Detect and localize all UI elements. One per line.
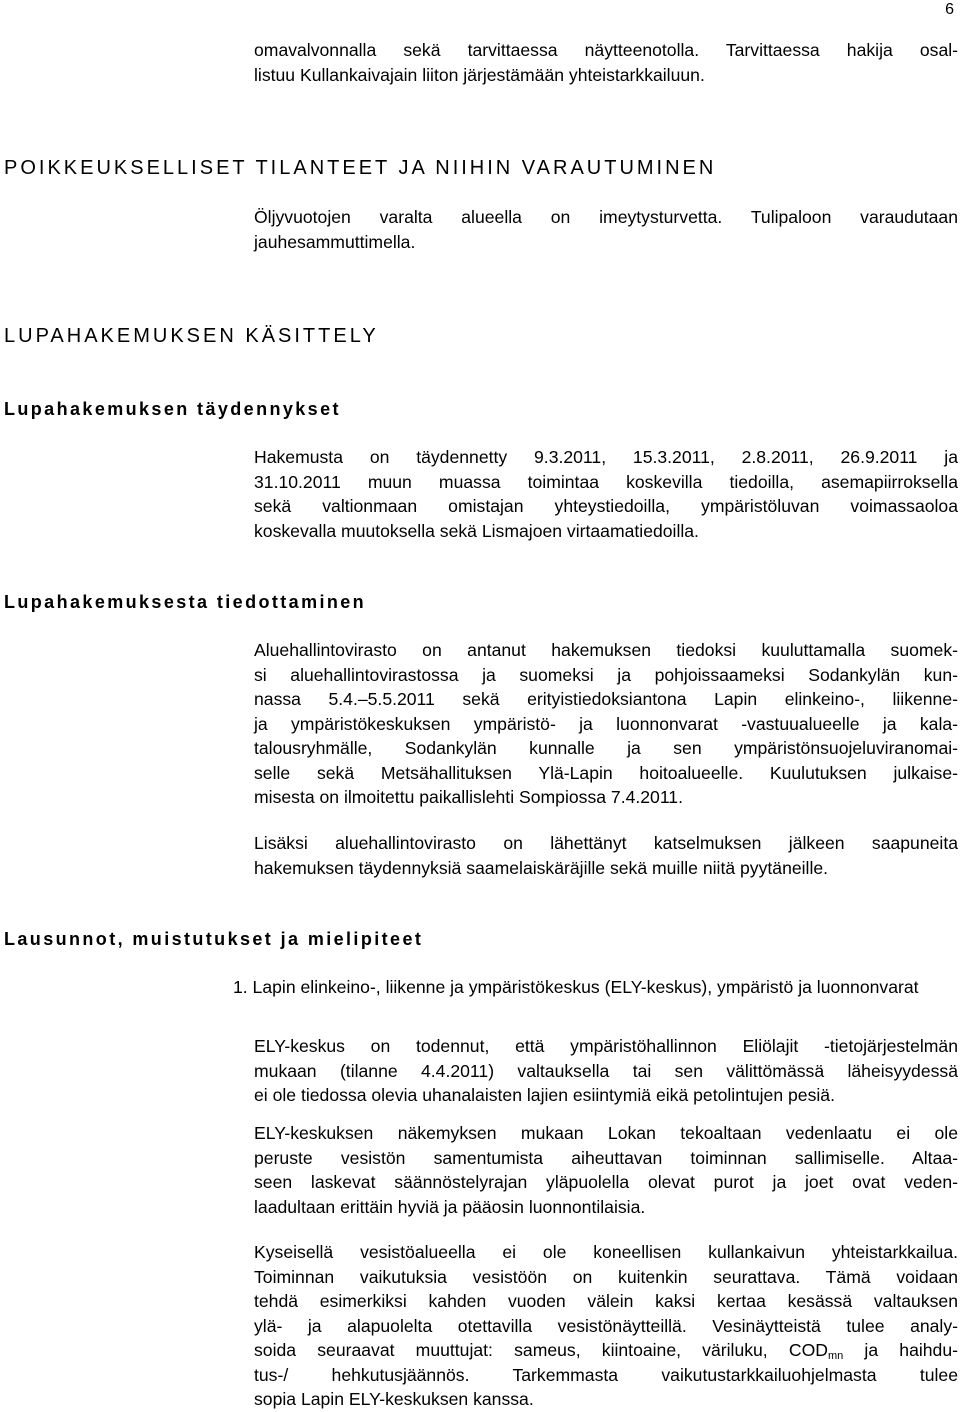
text-line: ELY-keskuksen näkemyksen mukaan Lokan tekoaltaan vedenlaatu ei ole xyxy=(254,1123,958,1143)
statement-1-paragraph-3 xyxy=(254,1240,958,1412)
text-line xyxy=(254,1338,958,1363)
statement-1-paragraph-1 xyxy=(254,1034,958,1108)
text-line: talousryhmälle, Sodankylän kunnalle ja sen ympäristönsuojeluviranomai- xyxy=(254,738,958,758)
text-line: Hakemusta on täydennetty 9.3.2011, 15.3.2011, 2.8.2011, 26.9.2011 ja xyxy=(254,447,958,467)
subheading-supplements: Lupahakemuksen täydennykset xyxy=(4,399,341,419)
text-line: jauhesammuttimella. xyxy=(254,231,416,252)
text-line: sopia Lapin ELY-keskuksen kanssa. xyxy=(254,1389,534,1409)
text-line: Lisäksi aluehallintovirasto on lähettänyt katselmuksen jälkeen saapuneita xyxy=(254,833,958,853)
text-line: seen laskevat säännöstelyrajan yläpuolella olevat purot ja joet ovat veden- xyxy=(254,1172,958,1192)
text-line: koskevalla muutoksella sekä Lismajoen virtaamatiedoilla. xyxy=(254,520,699,541)
text-line: Toiminnan vaikutuksia vesistöön on kuitenkin seurattava. Tämä voidaan xyxy=(254,1266,958,1287)
supplements-paragraph xyxy=(254,445,958,543)
page-number: 6 xyxy=(945,1,954,18)
subheading-statements: Lausunnot, muistutukset ja mielipiteet xyxy=(4,929,424,949)
text-line: selle sekä Metsähallituksen Ylä-Lapin hoitoalueelle. Kuulutuksen julkaise- xyxy=(254,762,958,783)
text-line: misesta on ilmoitettu paikallislehti Sompiossa 7.4.2011. xyxy=(254,787,683,807)
text-line: ja ympäristökeskuksen ympäristö- ja luonnonvarat -vastuualueelle ja kala- xyxy=(254,713,958,734)
intro-paragraph xyxy=(254,38,958,87)
text-line: nassa 5.4.–5.5.2011 sekä erityistiedoksiantona Lapin elinkeino-, liikenne- xyxy=(254,689,958,709)
section-heading-processing: LUPAHAKEMUKSEN KÄSITTELY xyxy=(4,325,379,347)
text-line: omavalvonnalla sekä tarvittaessa näytteenotolla. Tarvittaessa hakija osal- xyxy=(254,40,958,60)
text-line: tehdä esimerkiksi kahden vuoden välein kaksi kertaa kesässä valtauksen xyxy=(254,1291,958,1311)
text-line: Öljyvuotojen varalta alueella on imeytysturvetta. Tulipaloon varaudutaan xyxy=(254,207,958,227)
text-line: 31.10.2011 muun muassa toimintaa koskevilla tiedoilla, asemapiirroksella xyxy=(254,471,958,492)
text-line: si aluehallintovirastossa ja suomeksi ja pohjoissaameksi Sodankylän kun- xyxy=(254,664,958,685)
text-line: listuu Kullankaivajain liiton järjestämään yhteistarkkailuun. xyxy=(254,64,705,85)
text-fragment: soida seuraavat muuttujat: sameus, kiintoaine, väriluku, COD xyxy=(254,1340,828,1360)
text-line: ylä- ja alapuolelta otettavilla vesistönäytteillä. Vesinäytteistä tulee analy- xyxy=(254,1315,958,1336)
text-line: hakemuksen täydennyksiä saamelaiskäräjille sekä muille niitä pyytäneille. xyxy=(254,857,829,878)
notification-paragraph-1 xyxy=(254,638,958,810)
text-line: laadultaan erittäin hyviä ja pääosin luonnontilaisia. xyxy=(254,1196,646,1217)
text-fragment: ja haihdu- xyxy=(843,1340,958,1360)
statement-1-paragraph-2 xyxy=(254,1121,958,1219)
statement-item-1-title: 1. Lapin elinkeino-, liikenne ja ympäristökeskus (ELY-keskus), ympäristö ja luonnonvarat xyxy=(233,977,919,997)
text-line: Aluehallintovirasto on antanut hakemuksen tiedoksi kuuluttamalla suomek- xyxy=(254,640,958,660)
text-line: Kyseisellä vesistöalueella ei ole koneellisen kullankaivun yhteistarkkailua. xyxy=(254,1242,958,1262)
text-line: sekä valtionmaan omistajan yhteystiedoilla, ympäristöluvan voimassaoloa xyxy=(254,496,958,516)
text-line: peruste vesistön samentumista aiheuttavan toiminnan sallimiselle. Altaa- xyxy=(254,1147,958,1168)
section-heading-exceptional: POIKKEUKSELLISET TILANTEET JA NIIHIN VARAUTUMINEN xyxy=(4,157,717,179)
text-line: mukaan (tilanne 4.4.2011) valtauksella tai sen välittömässä läheisyydessä xyxy=(254,1060,958,1081)
notification-paragraph-2 xyxy=(254,831,958,880)
subheading-notification: Lupahakemuksesta tiedottaminen xyxy=(4,592,367,612)
subscript-mn: mn xyxy=(827,1350,844,1362)
text-line: ELY-keskus on todennut, että ympäristöhallinnon Eliölajit -tietojärjestelmän xyxy=(254,1036,958,1056)
text-line: ei ole tiedossa olevia uhanalaisten lajien esiintymiä eikä petolintujen pesiä. xyxy=(254,1085,835,1105)
exceptional-paragraph xyxy=(254,205,958,254)
text-line: tus-/ hehkutusjäännös. Tarkemmasta vaikutustarkkailuohjelmasta tulee xyxy=(254,1364,958,1385)
